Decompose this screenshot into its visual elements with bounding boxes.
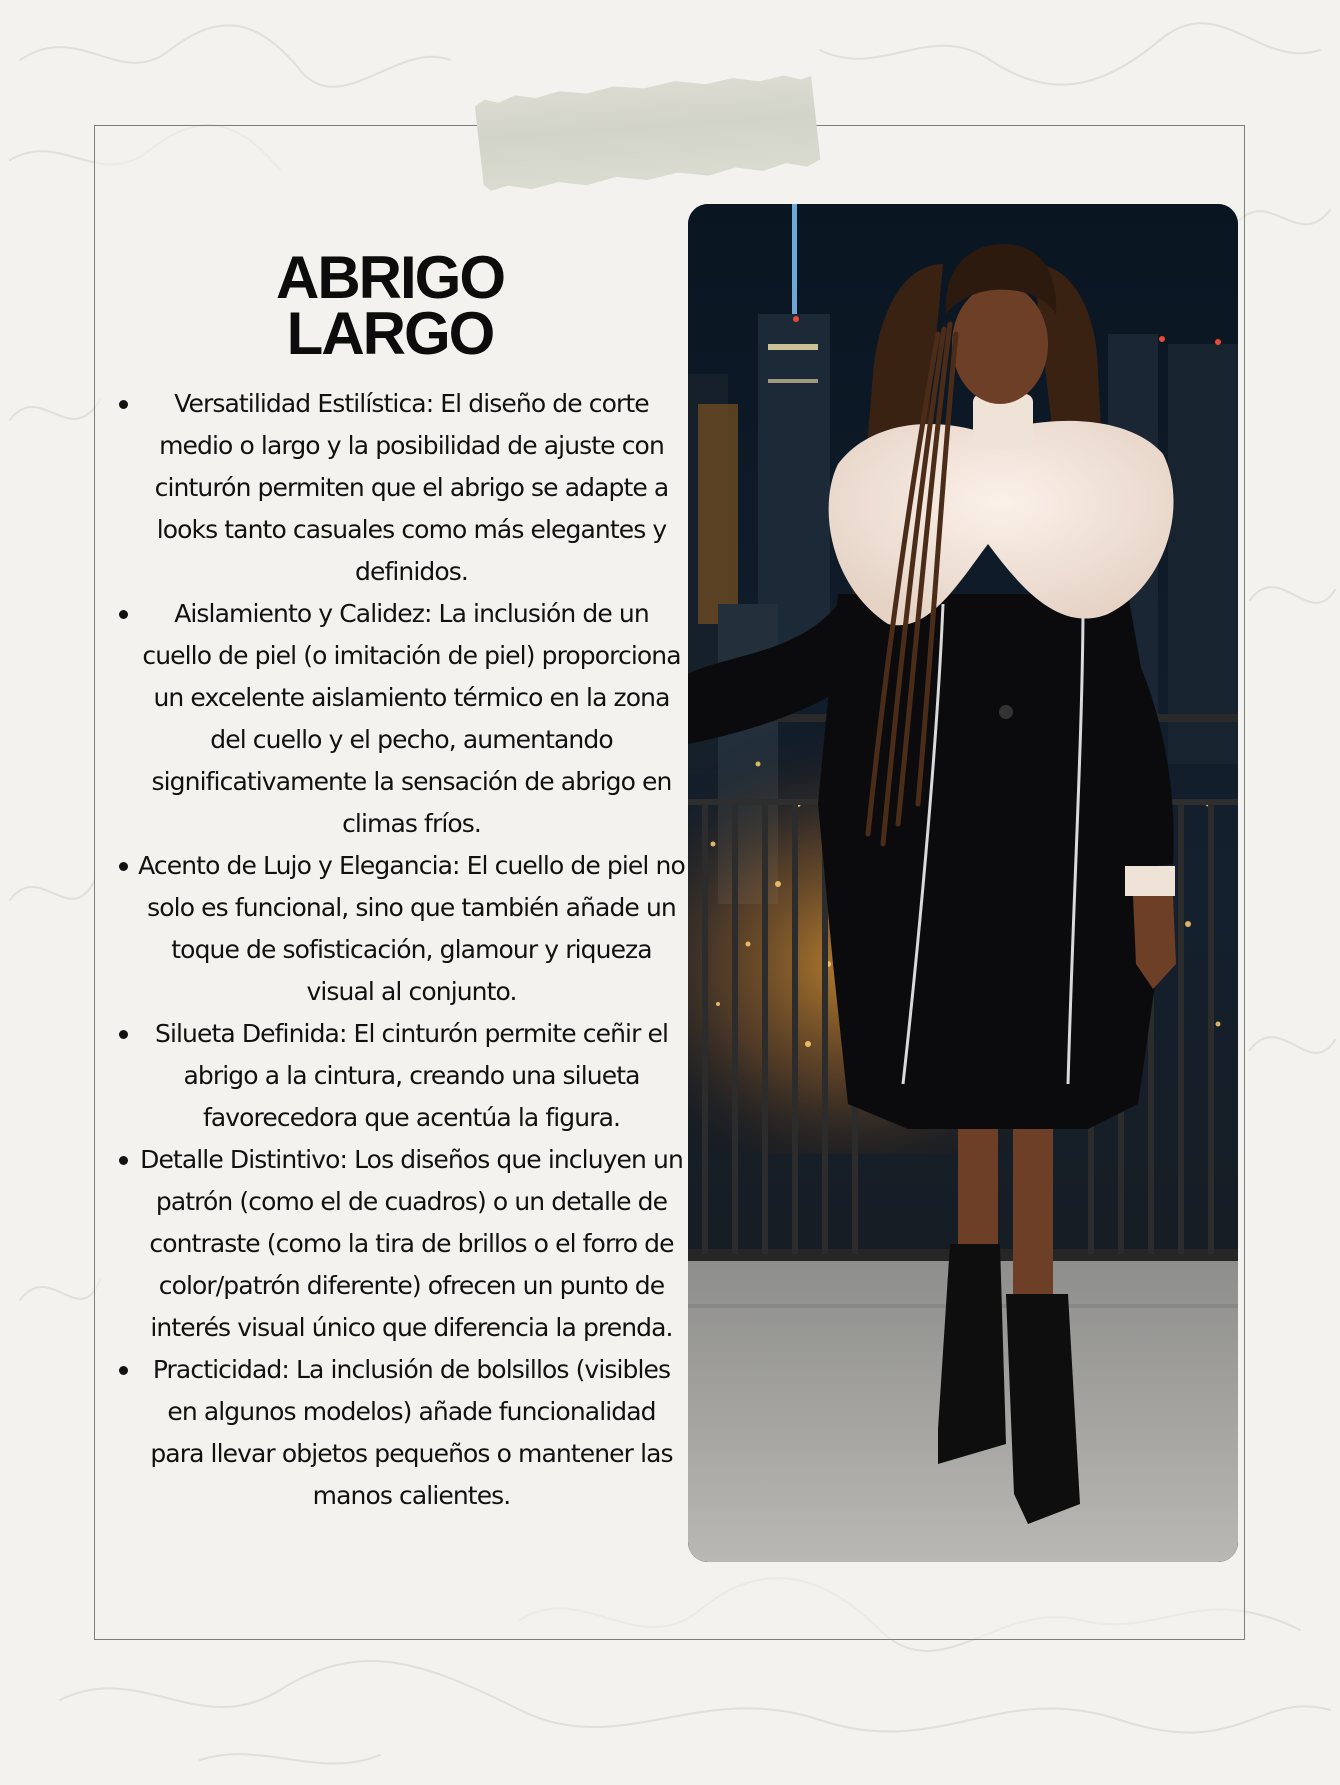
bullet-icon bbox=[119, 400, 128, 409]
feature-item bbox=[108, 1139, 685, 1349]
feature-list bbox=[108, 383, 685, 1517]
model-photo bbox=[688, 204, 1238, 1562]
feature-text: Acento de Lujo y Elegancia: El cuello de piel no solo es funcional, sino que también añade un toque de sofisticación, glamour y riqueza visual al conjunto. bbox=[138, 851, 685, 1006]
bullet-icon bbox=[119, 610, 128, 619]
feature-text: Silueta Definida: El cinturón permite ceñir el abrigo a la cintura, creando una silueta favorecedora que acentúa la figura. bbox=[154, 1019, 669, 1132]
feature-text: Detalle Distintivo: Los diseños que incluyen un patrón (como el de cuadros) o un detalle de contraste (como la tira de brillos o el forro de color/patrón diferente) ofrecen un punto de interés visual único que diferencia la prenda. bbox=[140, 1145, 683, 1342]
feature-item bbox=[108, 383, 685, 593]
feature-item bbox=[108, 1013, 685, 1139]
feature-item bbox=[108, 593, 685, 845]
page-title bbox=[190, 244, 590, 368]
bullet-icon bbox=[119, 862, 128, 871]
title-line-2: LARGO bbox=[286, 300, 494, 368]
bullet-icon bbox=[119, 1030, 128, 1039]
feature-text: Versatilidad Estilística: El diseño de corte medio o largo y la posibilidad de ajuste con cinturón permiten que el abrigo se adapte a looks tanto casuales como más elegantes y definidos. bbox=[154, 389, 669, 586]
feature-text: Practicidad: La inclusión de bolsillos (visibles en algunos modelos) añade funcionalidad para llevar objetos pequeños o mantener las manos calientes. bbox=[150, 1355, 673, 1510]
model-photo-icon bbox=[688, 204, 1238, 1562]
feature-text: Aislamiento y Calidez: La inclusión de un cuello de piel (o imitación de piel) proporciona un excelente aislamiento térmico en la zona del cuello y el pecho, aumentando significativamente la sensación de abrigo en climas fríos. bbox=[142, 599, 681, 838]
feature-item bbox=[108, 1349, 685, 1517]
feature-item bbox=[108, 845, 685, 1013]
bullet-icon bbox=[119, 1366, 128, 1375]
title-line-1: ABRIGO bbox=[276, 244, 504, 312]
bullet-icon bbox=[119, 1156, 128, 1165]
